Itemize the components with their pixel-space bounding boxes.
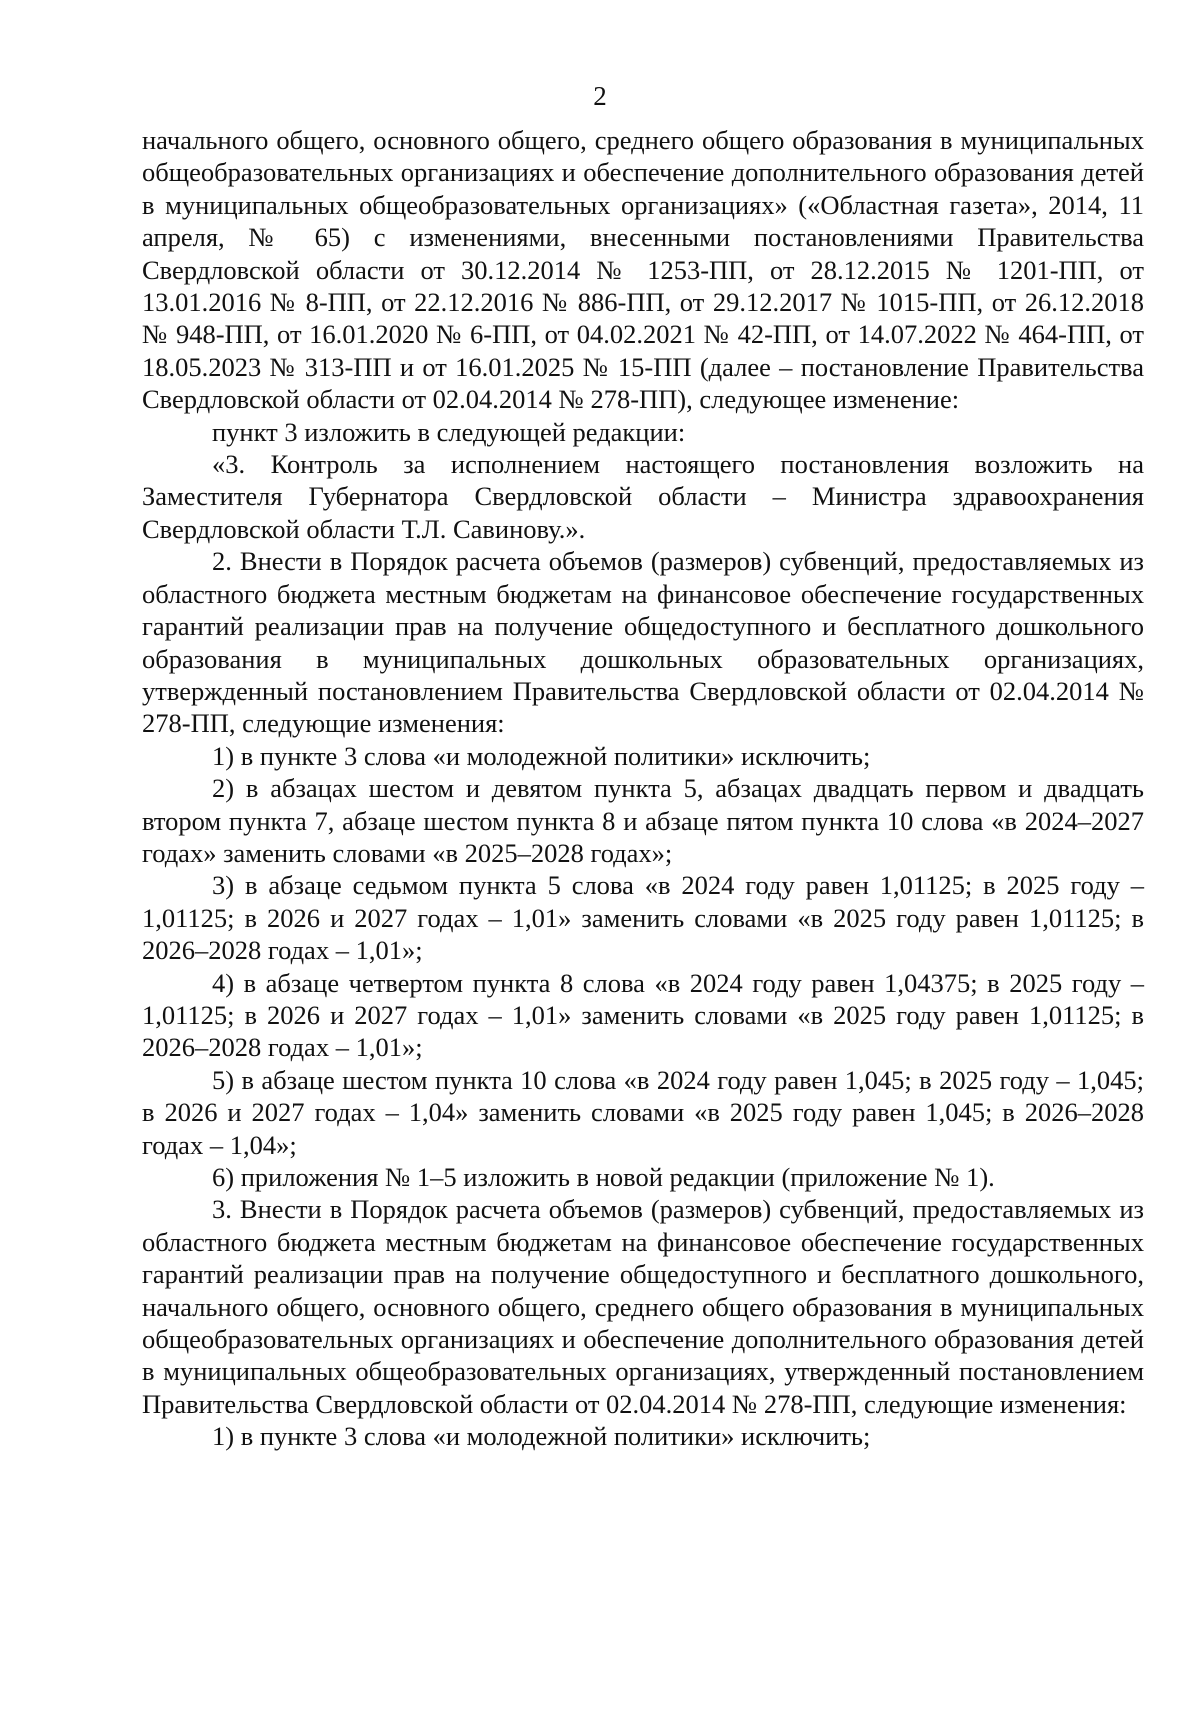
paragraph-section-2-change-5: 5) в абзаце шестом пункта 10 слова «в 2024 году равен 1,045; в 2025 году – 1,045; в 2026 и 2027 годах – 1,04» заменить словами «в 2025 году равен 1,045; в 2026–2028 годах – 1,04»; (142, 1064, 1144, 1160)
paragraph-section-2-change-3: 3) в абзаце седьмом пункта 5 слова «в 2024 году равен 1,01125; в 2025 году – 1,01125; в 2026 и 2027 годах – 1,01» заменить словами «в 2025 году равен 1,01125; в 2026–2028 годах – 1,01»; (142, 870, 1144, 966)
page-number: 2 (593, 81, 607, 111)
paragraph-section-3-change-1: 1) в пункте 3 слова «и молодежной политики» исключить; (212, 1421, 871, 1452)
paragraph-item-3-intro: пункт 3 изложить в следующей редакции: (212, 416, 686, 447)
paragraph-section-2-change-4: 4) в абзаце четвертом пункта 8 слова «в 2024 году равен 1,04375; в 2025 году – 1,01125; в 2026 и 2027 годах – 1,01» заменить словами «в 2025 году равен 1,01125; в 2026–2028 годах – 1,01»; (142, 967, 1144, 1063)
paragraph-section-2-change-1: 1) в пункте 3 слова «и молодежной политики» исключить; (212, 740, 871, 771)
document-body (142, 124, 1144, 1453)
paragraph-section-2-change-6: 6) приложения № 1–5 изложить в новой редакции (приложение № 1). (212, 1162, 995, 1192)
paragraph-continuation: начального общего, основного общего, среднего общего образования в муниципальных общеобразовательных организациях и обеспечение дополнительного образования детей в муниципальных общеобразовательных организациях» («Областная газета», 2014, 11 апреля, № 65) с изменениями, внесенными постановлениями Правительства Свердловской области от 30.12.2014 № 1253-ПП, от 28.12.2015 № 1201-ПП, от 13.01.2016 № 8-ПП, от 22.12.2016 № 886-ПП, от 29.12.2017 № 1015-ПП, от 26.12.2018 № 948-ПП, от 16.01.2020 № 6-ПП, от 04.02.2021 № 42-ПП, от 14.07.2022 № 464-ПП, от 18.05.2023 № 313-ПП и от 16.01.2025 № 15-ПП (далее – постановление Правительства Свердловской области от 02.04.2014 № 278-ПП), следующее изменение: (142, 125, 1144, 415)
paragraph-section-2: 2. Внести в Порядок расчета объемов (размеров) субвенций, предоставляемых из областного бюджета местным бюджетам на финансовое обеспечение государственных гарантий реализации прав на получение общедоступного и бесплатного дошкольного образования в муниципальных дошкольных образовательных организациях, утвержденный постановлением Правительства Свердловской области от 02.04.2014 № 278-ПП, следующие изменения: (142, 546, 1144, 739)
paragraph-section-2-change-2: 2) в абзацах шестом и девятом пункта 5, абзацах двадцать первом и двадцать втором пункта 7, абзаце шестом пункта 8 и абзаце пятом пункта 10 слова «в 2024–2027 годах» заменить словами «в 2025–2028 годах»; (142, 773, 1144, 868)
paragraph-section-3: 3. Внести в Порядок расчета объемов (размеров) субвенций, предоставляемых из областного бюджета местным бюджетам на финансовое обеспечение государственных гарантий реализации прав на получение общедоступного и бесплатного дошкольного, начального общего, основного общего, среднего общего образования в муниципальных общеобразовательных организациях и обеспечение дополнительного образования детей в муниципальных общеобразовательных организациях, утвержденный постановлением Правительства Свердловской области от 02.04.2014 № 278-ПП, следующие изменения: (142, 1194, 1144, 1419)
paragraph-item-3-text: «3. Контроль за исполнением настоящего постановления возложить на Заместителя Губернатора Свердловской области – Министра здравоохранения Свердловской области Т.Л. Савинову.». (142, 449, 1144, 544)
